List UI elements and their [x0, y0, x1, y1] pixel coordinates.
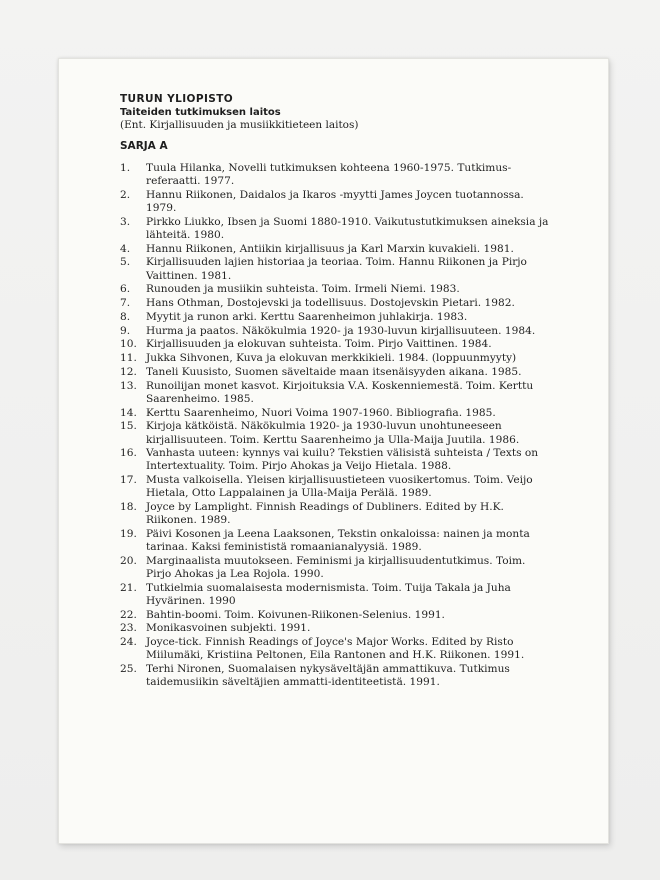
entry-text: Tutkielmia suomalaisesta modernismista. Toim. Tuija Takala ja Juha Hyvärinen. 1990 [146, 581, 511, 607]
publication-entry [120, 311, 552, 324]
publication-entry [120, 636, 552, 662]
entry-number: 11. [120, 352, 137, 365]
entry-number: 18. [120, 501, 137, 514]
entry-text: Marginaalista muutokseen. Feminismi ja kirjallisuudentutkimus. Toim. Pirjo Ahokas ja Lea Rojola. 1990. [146, 554, 526, 580]
entry-text: Hurma ja paatos. Näkökulmia 1920- ja 1930-luvun kirjallisuuteen. 1984. [146, 324, 536, 337]
publication-entry [120, 216, 552, 242]
publication-entry [120, 407, 552, 420]
entry-number: 15. [120, 420, 137, 433]
publication-entry [120, 622, 552, 635]
entry-number: 14. [120, 406, 137, 419]
entry-number: 12. [120, 365, 137, 378]
publication-entry [120, 474, 552, 500]
former-department-name: (Ent. Kirjallisuuden ja musiikkitieteen laitos) [120, 119, 359, 131]
entry-number: 21. [120, 581, 137, 594]
entry-number: 8. [120, 310, 131, 323]
publication-entry [120, 189, 552, 215]
entry-text: Bahtin-boomi. Toim. Koivunen-Riikonen-Selenius. 1991. [146, 608, 445, 621]
publication-entry [120, 256, 552, 282]
entry-number: 6. [120, 283, 131, 296]
entry-number: 2. [120, 188, 131, 201]
entry-text: Taneli Kuusisto, Suomen säveltaide maan itsenäisyyden aikana. 1985. [146, 365, 522, 378]
publication-entry [120, 609, 552, 622]
entry-text: Hannu Riikonen, Antiikin kirjallisuus ja Karl Marxin kuvakieli. 1981. [146, 242, 514, 255]
entry-number: 22. [120, 608, 137, 621]
entry-text: Kirjallisuuden ja elokuvan suhteista. Toim. Pirjo Vaittinen. 1984. [146, 338, 492, 351]
publication-entry [120, 663, 552, 689]
entry-number: 16. [120, 447, 137, 460]
publication-entry [120, 366, 552, 379]
series-title: SARJA A [120, 140, 168, 152]
publication-entry [120, 447, 552, 473]
entry-text: Myytit ja runon arki. Kerttu Saarenheimon juhlakirja. 1983. [146, 310, 468, 323]
entry-text: Joyce-tick. Finnish Readings of Joyce's Major Works. Edited by Risto Miilumäki, Kristiina Peltonen, Eila Rantonen and H.K. Riikonen. 1991. [146, 636, 525, 662]
entry-number: 7. [120, 297, 131, 310]
entry-text: Runouden ja musiikin suhteista. Toim. Irmeli Niemi. 1983. [146, 283, 460, 296]
entry-text: Hannu Riikonen, Daidalos ja Ikaros -myytti James Joycen tuotannossa. 1979. [146, 188, 524, 214]
entry-number: 17. [120, 474, 137, 487]
department-name: Taiteiden tutkimuksen laitos [120, 107, 281, 118]
publication-entry [120, 325, 552, 338]
publication-list [120, 162, 552, 690]
entry-number: 24. [120, 636, 137, 649]
entry-text: Kerttu Saarenheimo, Nuori Voima 1907-1960. Bibliografia. 1985. [146, 406, 496, 419]
entry-text: Jukka Sihvonen, Kuva ja elokuvan merkkikieli. 1984. (loppuunmyyty) [146, 352, 517, 365]
publication-entry [120, 162, 552, 188]
entry-text: Hans Othman, Dostojevski ja todellisuus. Dostojevskin Pietari. 1982. [146, 297, 515, 310]
entry-text: Kirjoja kätköistä. Näkökulmia 1920- ja 1930-luvun unohtuneeseen kirjallisuuteen. Toim. Kerttu Saarenheimo ja Ulla-Maija Juutila. 1986. [146, 420, 520, 446]
publication-entry [120, 352, 552, 365]
entry-text: Runoilijan monet kasvot. Kirjoituksia V.A. Koskenniemestä. Toim. Kerttu Saarenheimo. 1985. [146, 379, 534, 405]
publication-entry [120, 283, 552, 296]
entry-text: Päivi Kosonen ja Leena Laaksonen, Tekstin onkaloissa: nainen ja monta tarinaa. Kaksi feminististä romaanianalyysiä. 1989. [146, 527, 530, 553]
publisher-header [120, 93, 358, 132]
entry-number: 20. [120, 554, 137, 567]
entry-number: 4. [120, 242, 131, 255]
entry-number: 23. [120, 622, 137, 635]
entry-number: 13. [120, 379, 137, 392]
university-name: TURUN YLIOPISTO [120, 93, 234, 105]
publication-entry [120, 582, 552, 608]
entry-number: 3. [120, 215, 131, 228]
entry-number: 5. [120, 256, 131, 269]
entry-text: Joyce by Lamplight. Finnish Readings of Dubliners. Edited by H.K. Riikonen. 1989. [146, 501, 504, 527]
entry-text: Vanhasta uuteen: kynnys vai kuilu? Tekstien välisistä suhteista / Texts on Intertextuality. Toim. Pirjo Ahokas ja Veijo Hietala. 1988. [146, 447, 539, 473]
entry-text: Tuula Hilanka, Novelli tutkimuksen kohteena 1960-1975. Tutkimus-referaatti. 1977. [146, 162, 512, 188]
publication-entry [120, 338, 552, 351]
entry-number: 25. [120, 662, 137, 675]
publication-entry [120, 528, 552, 554]
publication-entry [120, 555, 552, 581]
entry-number: 19. [120, 527, 137, 540]
publication-entry [120, 501, 552, 527]
entry-text: Terhi Nironen, Suomalaisen nykysäveltäjän ammattikuva. Tutkimus taidemusiikin säveltäjien ammatti-identiteetistä. 1991. [146, 662, 510, 689]
publication-entry [120, 420, 552, 446]
publication-entry [120, 297, 552, 310]
entry-number: 10. [120, 338, 137, 351]
entry-text: Kirjallisuuden lajien historiaa ja teoriaa. Toim. Hannu Riikonen ja Pirjo Vaittinen. 1981. [146, 256, 527, 282]
entry-number: 1. [120, 162, 131, 174]
entry-text: Musta valkoisella. Yleisen kirjallisuustieteen vuosikertomus. Toim. Veijo Hietala, Otto Lappalainen ja Ulla-Maija Perälä. 1989. [146, 474, 533, 500]
publication-entry [120, 380, 552, 406]
entry-number: 9. [120, 324, 131, 337]
publication-entry [120, 243, 552, 256]
entry-text: Pirkko Liukko, Ibsen ja Suomi 1880-1910. Vaikutustutkimuksen aineksia ja lähteitä. 1980. [146, 215, 549, 241]
entry-text: Monikasvoinen subjekti. 1991. [146, 622, 311, 635]
